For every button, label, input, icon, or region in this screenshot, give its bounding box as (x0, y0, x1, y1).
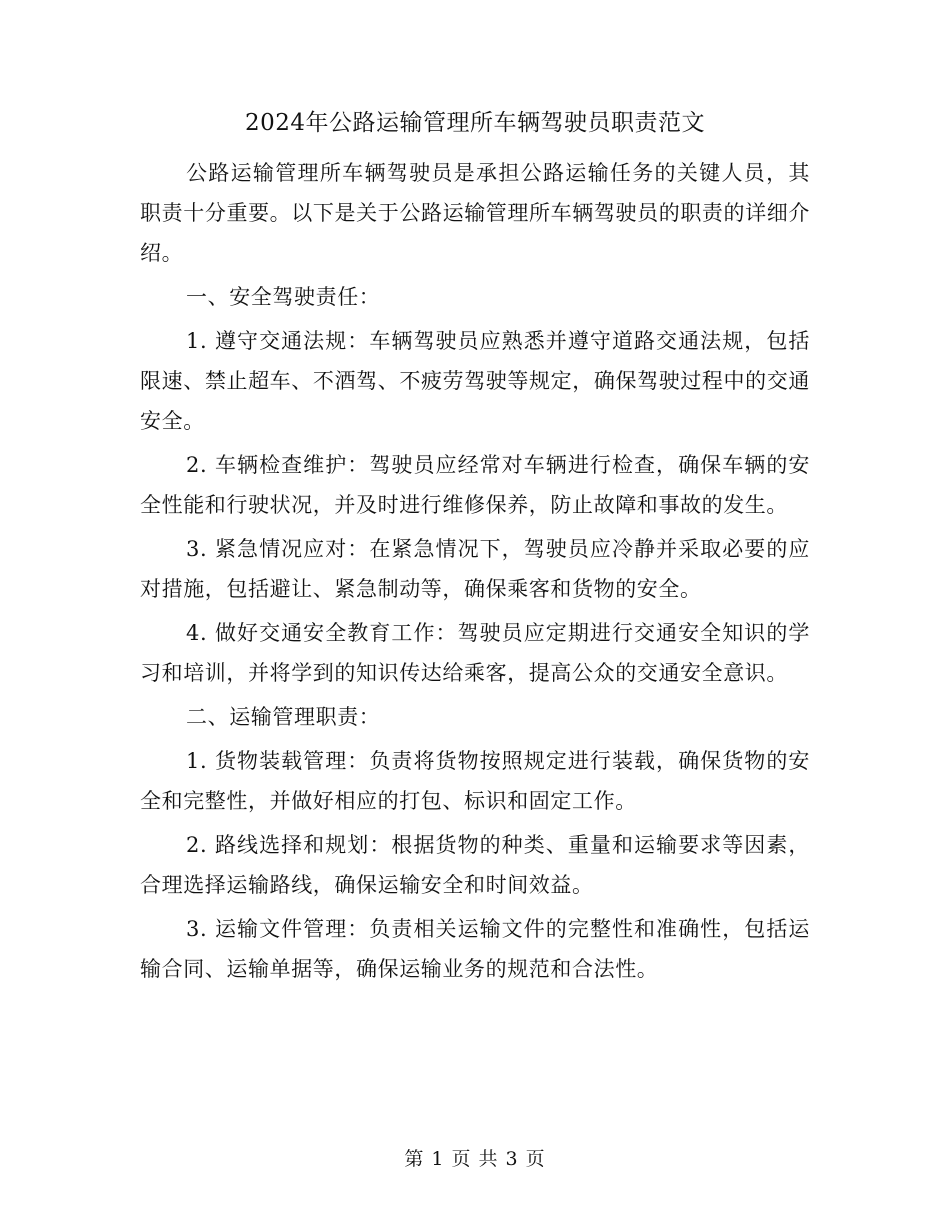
document-title: 2024年公路运输管理所车辆驾驶员职责范文 (244, 110, 706, 136)
paragraph-cargo-loading: 1. 货物装载管理：负责将货物按照规定进行装载，确保货物的安全和完整性，并做好相应的打包、标识和固定工作。 (140, 749, 810, 813)
document-body (140, 103, 810, 993)
paragraph-document-management: 3. 运输文件管理：负责相关运输文件的完整性和准确性，包括运输合同、运输单据等，确保运输业务的规范和合法性。 (140, 917, 810, 981)
paragraph-emergency-response: 3. 紧急情况应对：在紧急情况下，驾驶员应冷静并采取必要的应对措施，包括避让、紧急制动等，确保乘客和货物的安全。 (140, 537, 810, 601)
paragraph-vehicle-inspection: 2. 车辆检查维护：驾驶员应经常对车辆进行检查，确保车辆的安全性能和行驶状况，并及时进行维修保养，防止故障和事故的发生。 (140, 453, 810, 517)
section-heading-safety: 一、安全驾驶责任： (186, 285, 381, 309)
intro-paragraph: 公路运输管理所车辆驾驶员是承担公路运输任务的关键人员，其职责十分重要。以下是关于公路运输管理所车辆驾驶员的职责的详细介绍。 (140, 161, 810, 265)
section-heading-transport: 二、运输管理职责： (186, 705, 381, 729)
page-number: 第 1 页 共 3 页 (404, 1148, 546, 1170)
paragraph-traffic-rules: 1. 遵守交通法规：车辆驾驶员应熟悉并遵守道路交通法规，包括限速、禁止超车、不酒驾、不疲劳驾驶等规定，确保驾驶过程中的交通安全。 (140, 329, 810, 433)
paragraph-route-planning: 2. 路线选择和规划：根据货物的种类、重量和运输要求等因素，合理选择运输路线，确保运输安全和时间效益。 (140, 833, 810, 897)
paragraph-safety-education: 4. 做好交通安全教育工作：驾驶员应定期进行交通安全知识的学习和培训，并将学到的知识传达给乘客，提高公众的交通安全意识。 (140, 621, 810, 685)
